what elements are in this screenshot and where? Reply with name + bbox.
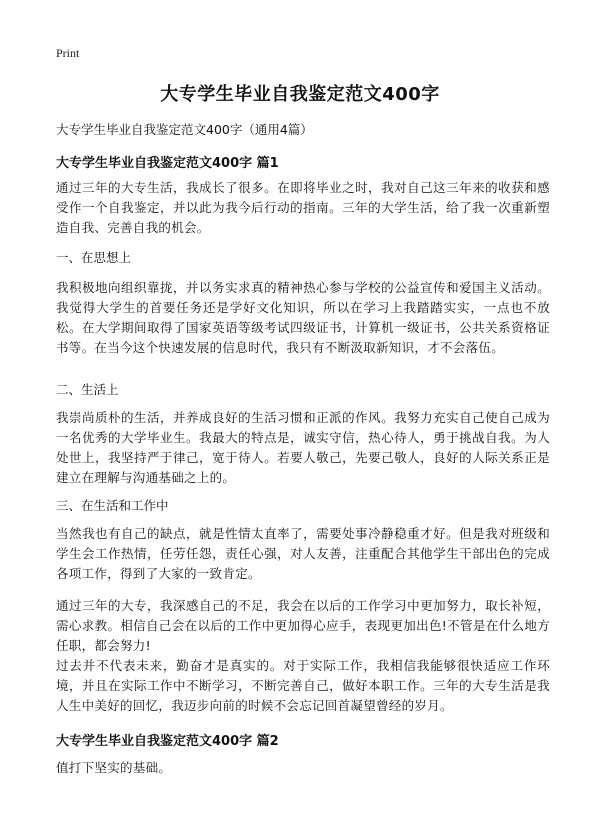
section-heading-2: 大专学生毕业自我鉴定范文400字 篇2 <box>56 734 279 749</box>
paragraph-intro: 通过三年的大专生活，我成长了很多。在即将毕业之时，我对自己这三年来的收获和感受作一个自我鉴定，并以此为我今后行动的指南。三年的大学生活，给了我一次重新塑造自我、完善自我的机会。 <box>56 180 550 235</box>
subheading-work: 三、在生活和工作中 <box>56 498 169 513</box>
paragraph-shortcomings: 当然我也有自己的缺点，就是性情太直率了，需要处事冷静稳重才好。但是我对班级和学生会工作热情，任劳任怨，责任心强，对人友善，注重配合其他学生干部出色的完成各项工作，得到了大家的一致肯定。 <box>56 526 550 581</box>
subheading-thought: 一、在思想上 <box>56 250 132 265</box>
print-label: Print <box>56 46 80 60</box>
paragraph-life: 我崇尚质朴的生活，并养成良好的生活习惯和正派的作风。我努力充实自己使自己成为一名优秀的大学毕业生。我最大的特点是，诚实守信，热心待人，勇于挑战自我。为人处世上，我坚持严于律己，宽于待人。若要人敬己，先要己敬人，良好的人际关系正是建立在理解与沟通基础之上的。 <box>56 410 550 485</box>
paragraph-improvement: 通过三年的大专，我深感自己的不足，我会在以后的工作学习中更加努力，取长补短，需心求教。相信自己会在以后的工作中更加得心应手，表现更加出色!不管是在什么地方任职，都会努力! <box>56 598 550 653</box>
section-heading-1: 大专学生毕业自我鉴定范文400字 篇1 <box>56 156 279 171</box>
document-title: 大专学生毕业自我鉴定范文400字 <box>160 84 440 105</box>
document-subtitle: 大专学生毕业自我鉴定范文400字（通用4篇） <box>56 122 313 137</box>
paragraph-thought: 我积极地向组织靠拢，并以务实求真的精神热心参与学校的公益宣传和爱国主义活动。我觉得大学生的首要任务还是学好文化知识，所以在学习上我踏踏实实，一点也不放松。在大学期间取得了国家英语等级考试四级证书，计算机一级证书，公共关系资格证书等。在当今这个快速发展的信息时代，我只有不断汲取新知识，才不会落伍。 <box>56 280 550 355</box>
paragraph-section2-intro: 值打下坚实的基础。 <box>56 760 172 775</box>
subheading-life: 二、生活上 <box>56 382 119 397</box>
paragraph-future: 过去并不代表未来，勤奋才是真实的。对于实际工作，我相信我能够很快适应工作环境，并且在实际工作中不断学习，不断完善自己，做好本职工作。三年的大专生活是我人生中美好的回忆，我迈步向前的时候不会忘记回首凝望曾经的岁月。 <box>56 658 550 713</box>
